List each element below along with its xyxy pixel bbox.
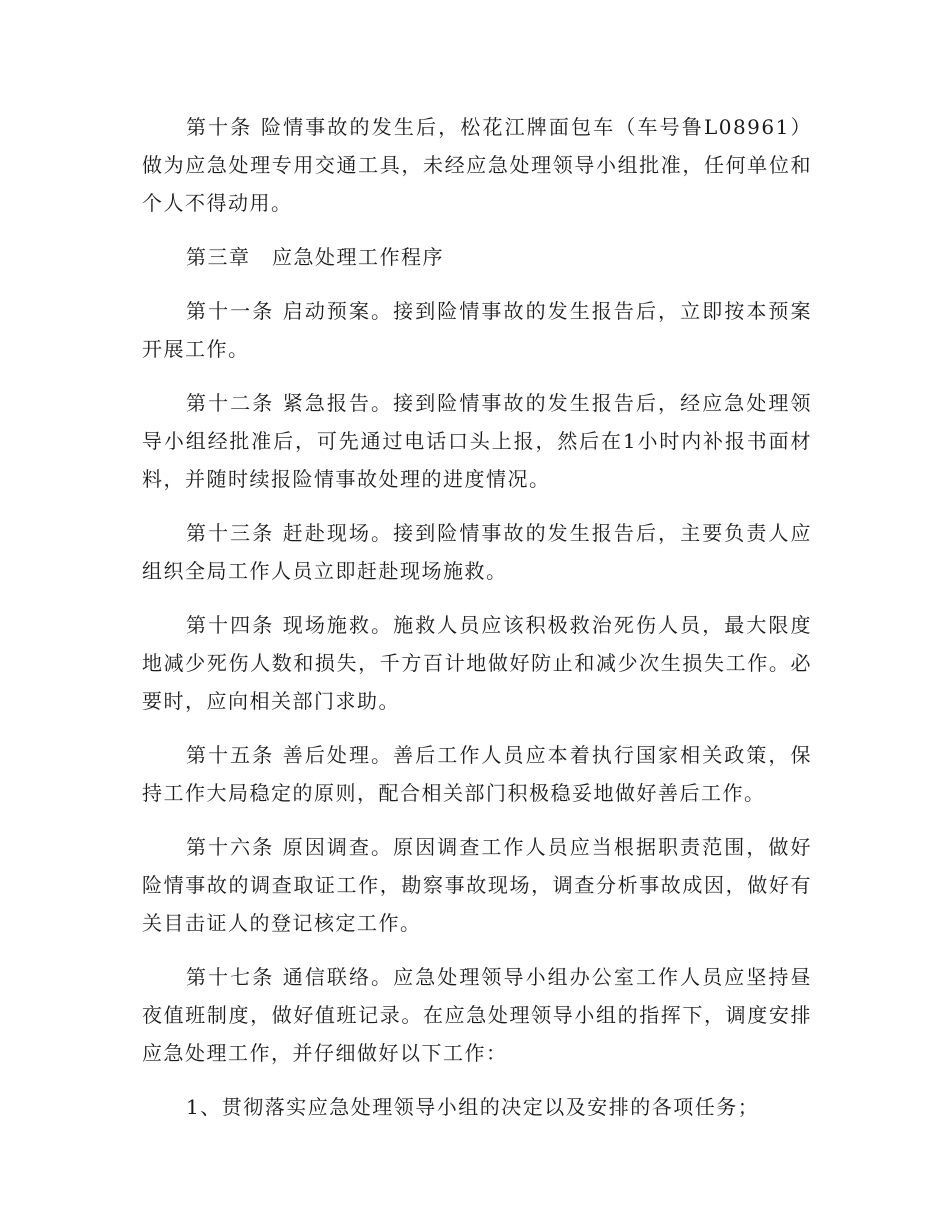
article-17: 第十七条 通信联络。应急处理领导小组办公室工作人员应坚持昼夜值班制度，做好值班记录。在应急处理领导小组的指挥下，调度安排应急处理工作，并仔细做好以下工作： <box>142 965 812 1065</box>
article-12: 第十二条 紧急报告。接到险情事故的发生报告后，经应急处理领导小组经批准后，可先通过电话口头上报，然后在1小时内补报书面材料，并随时续报险情事故处理的进度情况。 <box>142 391 812 491</box>
article-13: 第十三条 赶赴现场。接到险情事故的发生报告后，主要负责人应组织全局工作人员立即赶赴现场施救。 <box>142 521 812 583</box>
document-body <box>142 108 812 1142</box>
article-16: 第十六条 原因调查。原因调查工作人员应当根据职责范围，做好险情事故的调查取证工作，勘察事故现场，调查分析事故成因，做好有关目击证人的登记核定工作。 <box>142 835 812 935</box>
list-item-1: 1、贯彻落实应急处理领导小组的决定以及安排的各项任务； <box>186 1095 760 1119</box>
article-10: 第十条 险情事故的发生后，松花江牌面包车（车号鲁L08961）做为应急处理专用交通工具，未经应急处理领导小组批准，任何单位和个人不得动用。 <box>142 115 812 215</box>
article-15: 第十五条 善后处理。善后工作人员应本着执行国家相关政策，保持工作大局稳定的原则，配合相关部门积极稳妥地做好善后工作。 <box>142 743 812 805</box>
chapter-3-heading: 第三章 应急处理工作程序 <box>186 245 444 269</box>
article-11: 第十一条 启动预案。接到险情事故的发生报告后，立即按本预案开展工作。 <box>142 299 812 361</box>
article-14: 第十四条 现场施救。施救人员应该积极救治死伤人员，最大限度地减少死伤人数和损失，千方百计地做好防止和减少次生损失工作。必要时，应向相关部门求助。 <box>142 613 812 713</box>
